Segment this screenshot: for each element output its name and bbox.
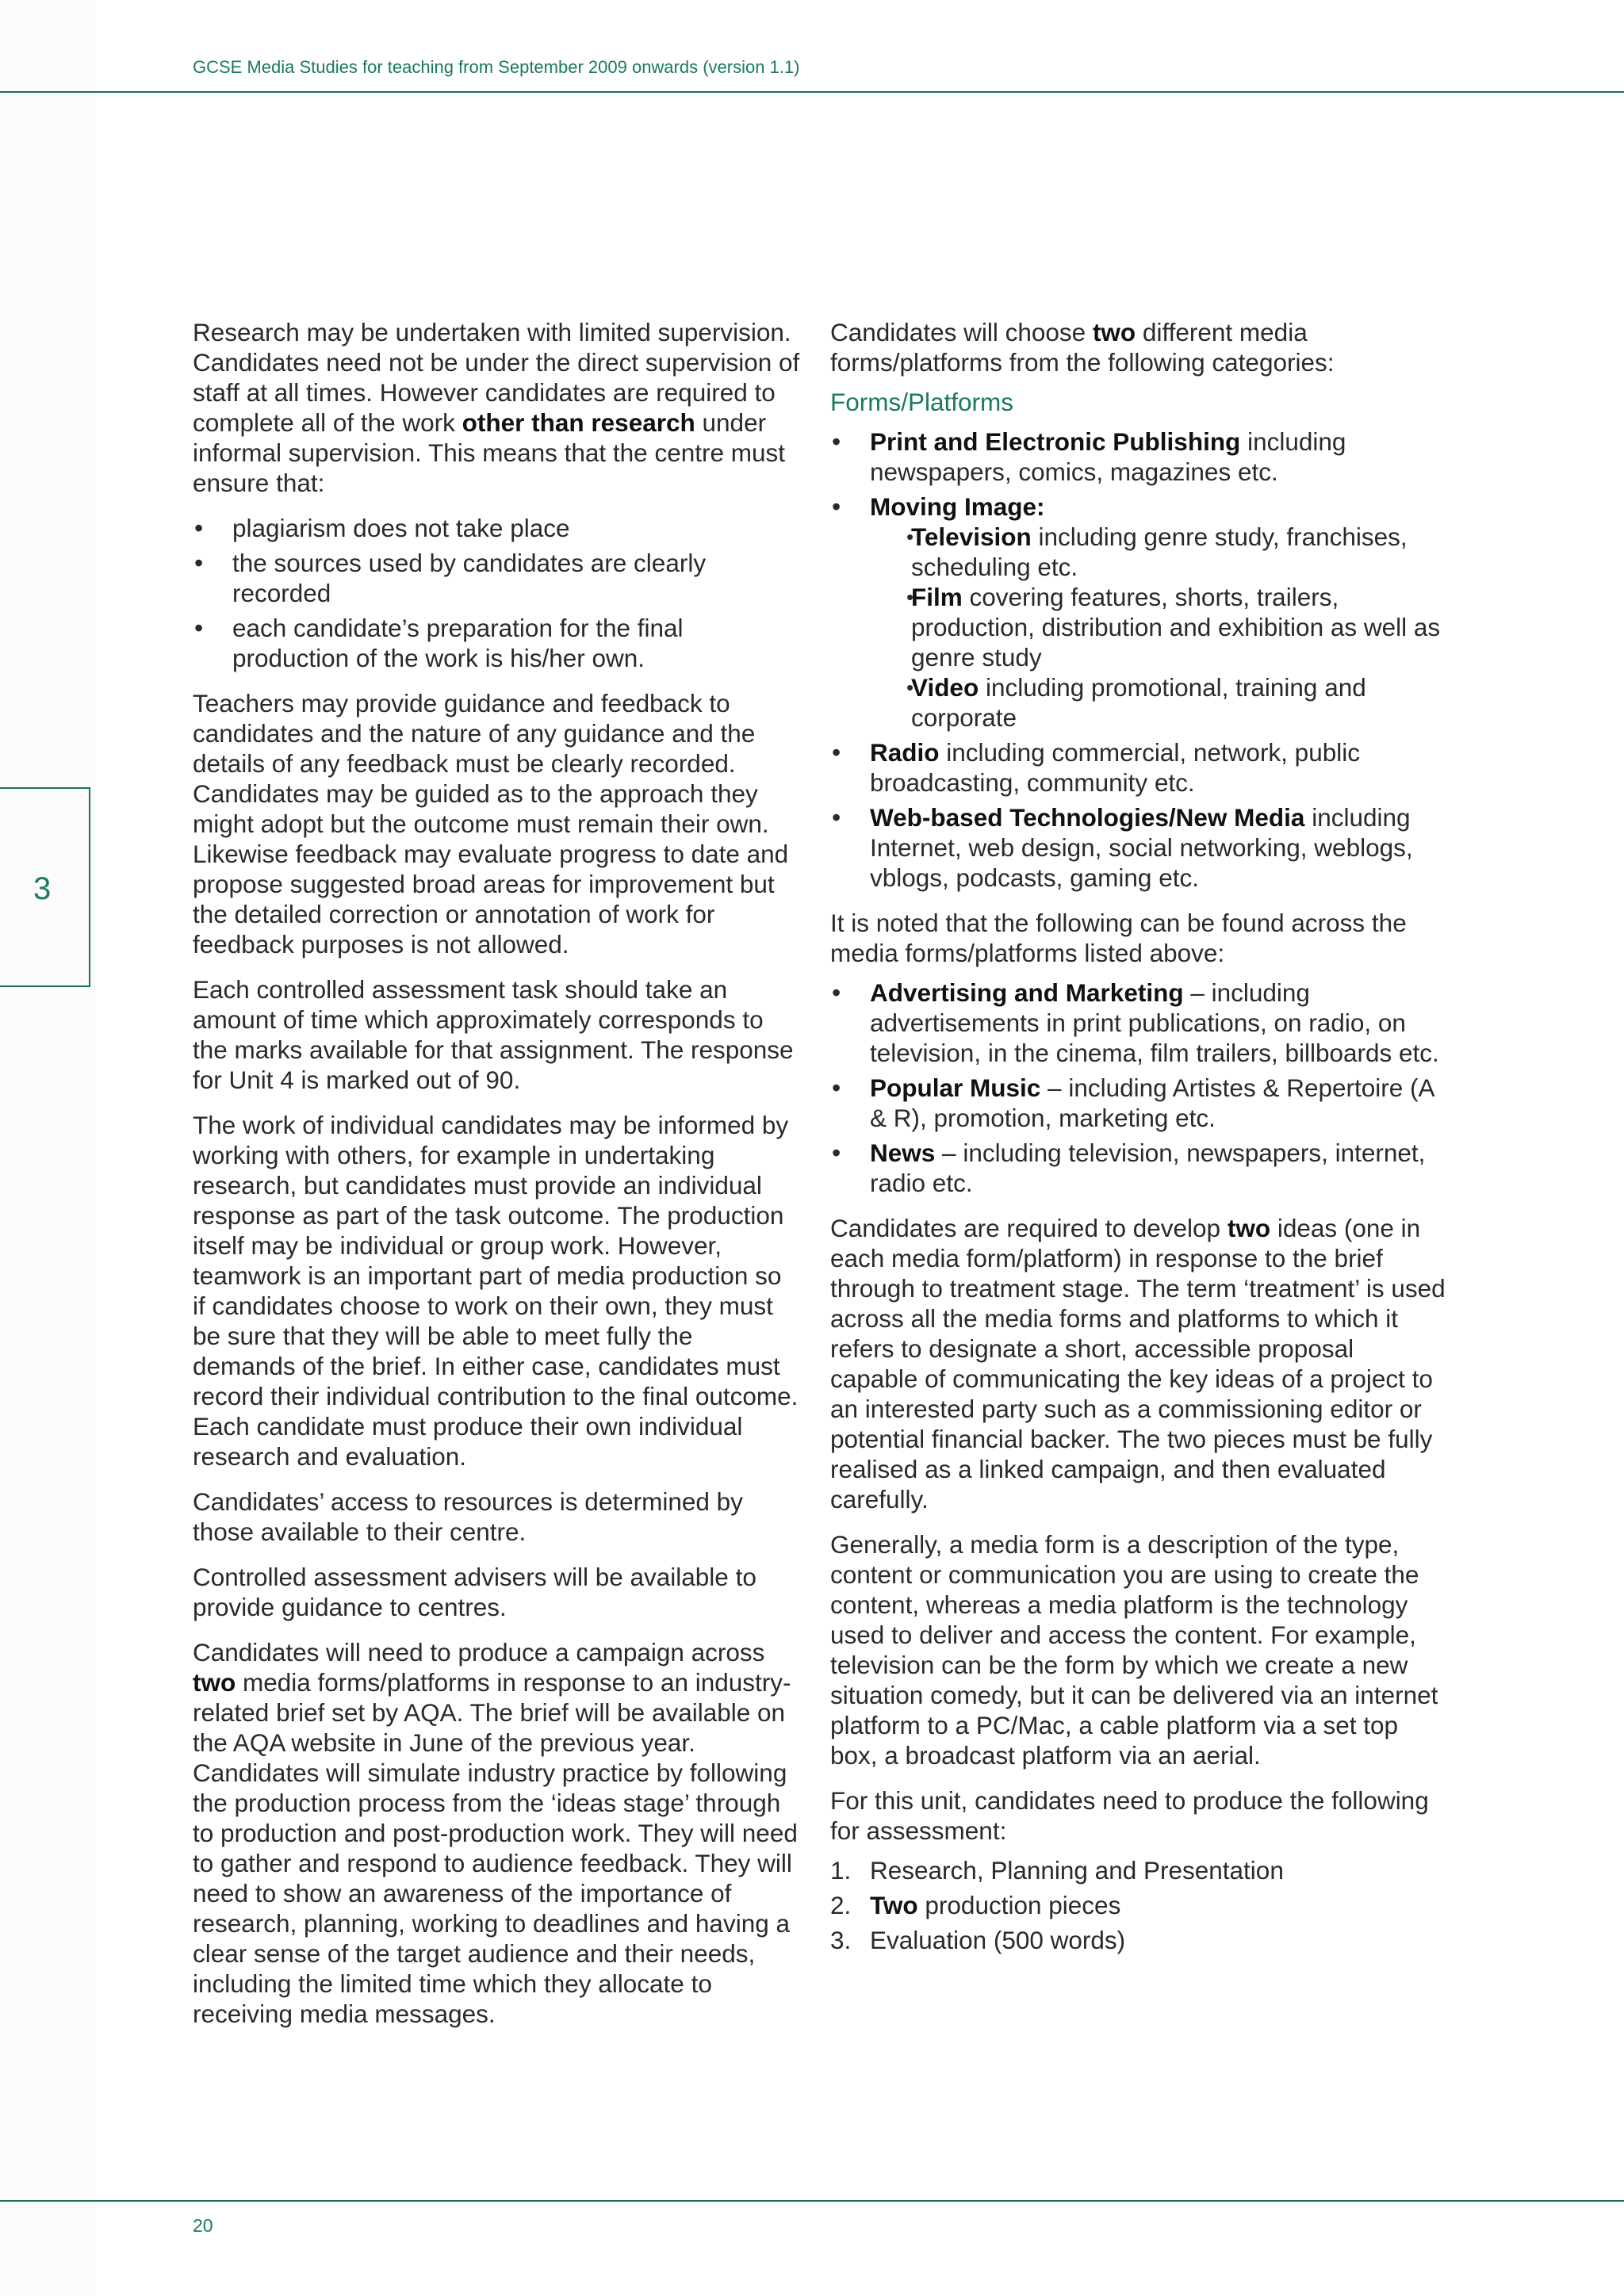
running-header: GCSE Media Studies for teaching from September 2009 onwards (version 1.1) xyxy=(193,57,800,77)
paragraph-advisers: Controlled assessment advisers will be available to provide guidance to centres. xyxy=(193,1563,756,1621)
bold-run: Film xyxy=(911,583,963,611)
list-item-print xyxy=(830,427,1447,487)
bold-run: Print and Electronic Publishing xyxy=(870,427,1241,456)
across-platforms-list xyxy=(830,978,1447,1198)
paragraph-time: Each controlled assessment task should take an amount of time which approximately corresponds to the marks available for that assignment. The response for Unit 4 is marked out of 90. xyxy=(193,975,794,1094)
text-run: including promotional, training and corporate xyxy=(911,673,1366,732)
centre-ensure-list xyxy=(193,513,800,673)
list-item-news xyxy=(830,1138,1447,1198)
moving-image-sublist xyxy=(870,522,1447,733)
bold-run: Television xyxy=(911,522,1032,551)
right-column xyxy=(830,317,1447,1970)
paragraph-campaign xyxy=(193,1637,800,2029)
text-run: Candidates will choose xyxy=(830,318,1093,346)
item-number: 3. xyxy=(830,1926,852,1954)
list-item-radio xyxy=(830,737,1447,798)
assessment-list xyxy=(830,1855,1447,1955)
bold-run: other than research xyxy=(462,408,695,437)
text-run: including newspapers, comics, magazines etc. xyxy=(870,427,1346,486)
bold-run: Video xyxy=(911,673,979,702)
paragraph-supervision xyxy=(193,317,800,498)
page-number: 20 xyxy=(193,2215,213,2236)
item-number: 1. xyxy=(830,1856,852,1885)
text-run: including commercial, network, public broadcasting, community etc. xyxy=(870,738,1360,797)
paragraph-resources: Candidates’ access to resources is determined by those available to their centre. xyxy=(193,1487,743,1546)
paragraph-choose-two xyxy=(830,317,1447,377)
text-run: Research, Planning and Presentation xyxy=(870,1856,1284,1885)
text-run: Research may be undertaken with limited supervision. Candidates need not be under the direct supervision of staff at all times. However candidates are required to complete all of the work xyxy=(193,318,800,437)
text-run: covering features, shorts, trailers, production, distribution and exhibition as well as genre study xyxy=(911,583,1441,672)
text-run: ideas (one in each media form/platform) in response to the brief through to treatment stage. The term ‘treatment’ is used across all the media forms and platforms to which it refers to designate a short, accessible proposal capable of communicating the key ideas of a project to an interested party such as a commissioning editor or potential financial backer. The two pieces must be fully realised as a linked campaign, and then evaluated carefully. xyxy=(830,1214,1446,1513)
footer-rule xyxy=(0,2200,1624,2202)
bold-run: two xyxy=(193,1668,236,1697)
bold-run: Advertising and Marketing xyxy=(870,978,1184,1007)
forms-platforms-heading: Forms/Platforms xyxy=(830,388,1014,416)
bold-run: Popular Music xyxy=(870,1073,1041,1102)
list-item-moving-image xyxy=(830,492,1447,733)
paragraph-guidance: Teachers may provide guidance and feedback to candidates and the nature of any guidance and the details of any feedback must be clearly recorded. Candidates may be guided as to the approach they might adopt but the outcome must remain their own. Likewise feedback may evaluate progress to date and propose suggested broad areas for improvement but the detailed correction or annotation of work for feedback purposes is not allowed. xyxy=(193,689,789,959)
bold-run: two xyxy=(1227,1214,1271,1242)
bold-run: Two xyxy=(870,1891,918,1919)
text-run: under informal supervision. This means that the centre must ensure that: xyxy=(193,408,786,497)
assessment-item xyxy=(830,1855,1447,1885)
text-run: including genre study, franchises, scheduling etc. xyxy=(911,522,1408,581)
paragraph-noted: It is noted that the following can be found across the media forms/platforms listed above: xyxy=(830,909,1407,967)
item-number: 2. xyxy=(830,1891,852,1919)
list-item: • each candidate’s preparation for the final production of the work is his/her own. xyxy=(193,613,800,673)
paragraph-ideas xyxy=(830,1213,1447,1514)
text-run: production pieces xyxy=(917,1891,1121,1919)
text-run: – including advertisements in print publications, on radio, on television, in the cinema, film trailers, billboards etc. xyxy=(870,978,1439,1067)
bold-run: News xyxy=(870,1138,936,1167)
list-item-web xyxy=(830,802,1447,893)
header-rule xyxy=(0,91,1624,93)
text-run: – including television, newspapers, internet, radio etc. xyxy=(870,1138,1426,1197)
assessment-item xyxy=(830,1925,1447,1955)
list-item-popular-music xyxy=(830,1073,1447,1133)
bold-run: Radio xyxy=(870,738,940,767)
bold-run: Moving Image: xyxy=(870,492,1045,521)
list-item: • plagiarism does not take place xyxy=(193,513,800,543)
assessment-item xyxy=(830,1890,1447,1920)
text-run: including Internet, web design, social networking, weblogs, vblogs, podcasts, gaming etc. xyxy=(870,803,1413,892)
list-item: • the sources used by candidates are clearly recorded xyxy=(193,548,800,608)
section-tab xyxy=(0,787,90,987)
bold-run: Web-based Technologies/New Media xyxy=(870,803,1305,832)
left-column xyxy=(193,317,800,2044)
sublist-item-video xyxy=(870,672,1447,733)
bold-run: two xyxy=(1092,318,1136,346)
text-run: – including Artistes & Repertoire (A & R), promotion, marketing etc. xyxy=(870,1073,1434,1132)
text-run: different media forms/platforms from the following categories: xyxy=(830,318,1335,377)
list-item-advertising xyxy=(830,978,1447,1068)
text-run: Candidates are required to develop xyxy=(830,1214,1228,1242)
sublist-item-film xyxy=(870,582,1447,672)
paragraph-individual-work: The work of individual candidates may be informed by working with others, for example in undertaking research, but candidates must provide an individual response as part of the task outcome. The production itself may be individual or group work. However, teamwork is an important part of media production so if candidates choose to work on their own, they must be sure that they will be able to meet fully the demands of the brief. In either case, candidates must record their individual contribution to the final outcome. Each candidate must produce their own individual research and evaluation. xyxy=(193,1111,799,1471)
paragraph-for-this-unit: For this unit, candidates need to produce the following for assessment: xyxy=(830,1786,1429,1845)
text-run: Evaluation (500 words) xyxy=(870,1926,1126,1954)
left-margin-band xyxy=(0,0,95,2296)
text-run: media forms/platforms in response to an industry-related brief set by AQA. The brief will be available on the AQA website in June of the previous year. Candidates will simulate industry practice by following the production process from the ‘ideas stage’ through to production and post-production work. They will need to gather and respond to audience feedback. They will need to show an awareness of the importance of research, planning, working to deadlines and having a clear sense of the target audience and their needs, including the limited time which they allocate to receiving media messages. xyxy=(193,1668,798,2028)
section-number: 3 xyxy=(33,871,52,906)
paragraph-form-vs-platform: Generally, a media form is a description of the type, content or communication you are using to create the content, whereas a media platform is the technology used to deliver and access the content. For example, television can be the form by which we create a new situation comedy, but it can be delivered via an internet platform to a PC/Mac, a cable platform via a set top box, a broadcast platform via an aerial. xyxy=(830,1530,1438,1770)
sublist-item-television xyxy=(870,522,1447,582)
text-run: Candidates will need to produce a campaign across xyxy=(193,1638,765,1667)
forms-platforms-list xyxy=(830,427,1447,893)
